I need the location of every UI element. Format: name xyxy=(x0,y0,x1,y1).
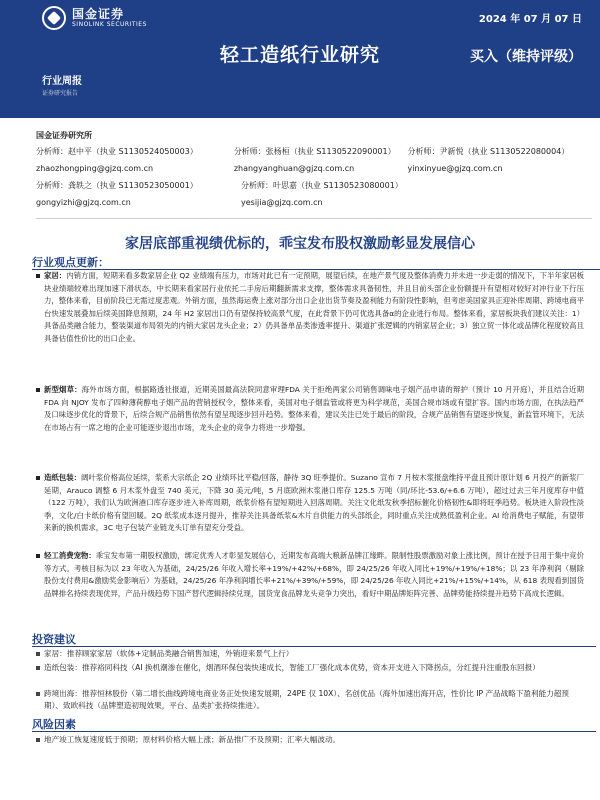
analyst-email[interactable]: yinxinyue@gjzq.com.cn xyxy=(407,164,503,173)
section-title-views: 行业观点更新： xyxy=(32,256,109,269)
view-item-tobacco xyxy=(36,384,584,434)
analyst-email[interactable]: gongyizhi@gjzq.com.cn xyxy=(36,198,131,207)
report-header xyxy=(0,0,600,118)
bullet-icon xyxy=(36,476,40,480)
analyst-name: 分析师：赵中平（执业 S1130524050003） xyxy=(36,147,198,156)
analyst-row xyxy=(36,177,586,194)
report-title: 轻工造纸行业研究 xyxy=(219,44,380,66)
view-label: 新型烟草： xyxy=(44,385,82,394)
bullet-icon xyxy=(36,738,40,742)
advice-item xyxy=(36,648,584,660)
analyst-row xyxy=(36,143,586,160)
analyst-row xyxy=(36,160,586,177)
view-item-paper xyxy=(36,472,584,535)
analyst-list xyxy=(36,143,586,211)
bullet-icon xyxy=(36,274,40,278)
view-item-pet xyxy=(36,550,584,600)
logo-icon xyxy=(42,6,66,30)
report-subtype: 证券研究报告 xyxy=(42,90,79,97)
report-type: 行业周报 xyxy=(42,76,82,87)
advice-item xyxy=(36,662,584,674)
bullet-icon xyxy=(36,692,40,696)
view-label: 家居： xyxy=(44,271,67,280)
report-date: 2024 年 07 月 07 日 xyxy=(478,14,582,25)
view-text: 内销方面，短期来看多数家居企业 Q2 业绩端有压力，市场对此已有一定预期，展望后续，在地产景气度及整体消费力并未进一步走弱的情况下，下半年家居板块业绩端较难出现加速下滑状态，中长期来看家居行业依托二手房后期翻新需求支撑，整体需求具备韧性，并且目前头部企业份额提升有望相对较好对冲行业下行压力，整体来看，目前阶段已无需过度悲观。外销方面，虽然海运费上涨对部分出口企业出货节奏及盈利能力有阶段性影响，但考虑美国家具正迎补库周期、跨境电商平台快速发展叠加后续美国降息预期，24 年 H2 家居出口仍有望保持较高景气度，在此背景下仍可优选具备α的企业进行布局。整体来看，家居板块我们建议关注：1）具备品类融合能力，整装渠道布局领先的内销大家居龙头企业；2）仍具备单品类渗透率提升、渠道扩张逻辑的内销家居企业；3）独立贸一体化或品牌化程度较高且具备估值性价比的出口企业。 xyxy=(44,271,584,343)
report-headline: 家居底部重视绩优标的，乖宝发布股权激励彰显发展信心 xyxy=(125,236,475,252)
logo-text-en: SINOLINK SECURITIES xyxy=(72,21,147,28)
research-institute: 国金证券研究所 xyxy=(36,131,92,140)
risk-item xyxy=(36,734,584,746)
view-label: 造纸包装： xyxy=(44,473,82,482)
rating-badge: 买入（维持评级） xyxy=(470,49,582,65)
section-title-risk: 风险因素 xyxy=(32,718,76,731)
analyst-name: 分析师：龚轶之（执业 S1130523050001） xyxy=(36,181,198,190)
view-item-home xyxy=(36,270,584,346)
bullet-icon xyxy=(36,388,40,392)
divider xyxy=(36,218,592,219)
bullet-icon xyxy=(36,666,40,670)
company-logo xyxy=(42,6,147,30)
view-text: 海外市场方面，根据路透社报道，近期美国最高法院同意审理FDA 关于拒绝两家公司销售调味电子烟产品申请的辩护（预计 10 月开庭），并且结合近期 FDA 向 NJOY 发布了四种薄荷醇电子烟产品的营销授权令，整体来看，美国对电子烟监管或将更为科学规范，美国合规市场或有望扩容。国内市场方面，在执法趋严及口味逐步优化的背景下，后续合规产品销售依然有望呈现逐步回升趋势。整体来看，建议关注已处于最后的阶段，合规产品销售有望逐步恢复，新监管环境下，无法在市场占有一席之地的企业可能逐步退出市场，龙头企业的竞争力将进一步增强。 xyxy=(44,385,584,432)
view-label: 轻工消费宠物： xyxy=(44,551,96,560)
section-title-advice: 投资建议 xyxy=(32,633,76,646)
advice-text: 家居：推荐顾家家居（软体+定制品类融合销售加速，外销迎来景气上行） xyxy=(44,649,294,658)
analyst-email[interactable]: zhaozhongping@gjzq.com.cn xyxy=(36,164,154,173)
bullet-icon xyxy=(36,554,40,558)
analyst-email[interactable]: zhangyanghuan@gjzq.com.cn xyxy=(233,164,355,173)
analyst-email[interactable]: yesijia@gjzq.com.cn xyxy=(241,198,323,207)
advice-text: 跨境出海：推荐恒林股份（第二增长曲线跨境电商业务正处快速发展期，24PE 仅 10X）、名创优品（海外加速出海开店，性价比 IP 产品战略下盈利能力超预期）、致欧科技（品牌塑造初现效果，平台、品类扩张持续推进）。 xyxy=(44,689,569,710)
analyst-name: 分析师：张杨桓（执业 S1130522090001） xyxy=(233,147,396,156)
view-text: 阔叶浆价格高位延续，浆系大宗纸企 2Q 业绩环比平稳/回落，静待 3Q 旺季提价。Suzano 宣布 7 月桉木浆报盘维持平盘且预计原计划 6 月投产的新浆厂延期，Arauco 调整 6 月木浆外盘至 740 美元，下降 30 美元/吨，5 月底欧洲木浆港口库存 125.5 万吨（同/环比-53.6/+6.6 万吨），超过过去三年月度库存中值（122 万吨），我们认为欧洲港口库存逐步进入补库周期，纸浆价格有望短期进入回落周期。关注文化纸发秋季招标催化价格韧性&即将旺季趋势。板块进入阶段性淡季，文化/白卡纸价格有望回暖。2Q 纸浆成本逐月提升，推荐关注具备纸浆&木片自供能力的头部纸企，同时重点关注成熟低盈利企业。AI 给消费电子赋能，有望带来新的换机需求，3C 电子包装产业链龙头订单有望充分受益。 xyxy=(44,473,584,533)
logo-text-cn: 国金证券 xyxy=(72,7,125,21)
bullet-icon xyxy=(36,652,40,656)
advice-text: 造纸包装：推荐裕同科技（AI 换机潮渗在催化，烟酒环保包装快速成长，智能工厂强化成本优势，资本开支进入下降拐点，分红提升注重股东回报） xyxy=(44,663,540,672)
view-text: 乖宝发布第一期股权激励，绑定优秀人才彰显发展信心，近期发布高端大粮新品牌江缘畔。限制性股票激励对象上涨比例，预计在授予日用于集中竞价等方式。考核目标为以 23 年收入为基础，24/25/26 年收入增长率+19%/+42%/+68%，即 24/25/26 年收入同比+19%/+19%/+18%；以 23 年净利润（剔除股份支付费用&激励奖金影响后）为基础，24/25/26 年净利润增长率+21%/+39%/+59%，即 24/25/26 年收入同比+21%/+15%/+14%，从 618 表现看到国货品牌排名持续表现优异，产品升级趋势下国产替代逻辑持续兑现，国货宠食品牌龙头竞争力突出，看好中期品牌矩阵完善、品牌势能持续提升趋势下高成长逻辑。 xyxy=(44,551,584,598)
analyst-row xyxy=(36,194,586,211)
analyst-name: 分析师：叶思嘉（执业 S1130523080001） xyxy=(241,181,403,190)
risk-text: 地产竣工恢复速度低于预期；原材料价格大幅上涨；新品推广不及预期；汇率大幅波动。 xyxy=(44,735,341,744)
analyst-name: 分析师：尹新悦（执业 S1130522080004） xyxy=(407,147,570,156)
advice-item xyxy=(36,688,584,712)
